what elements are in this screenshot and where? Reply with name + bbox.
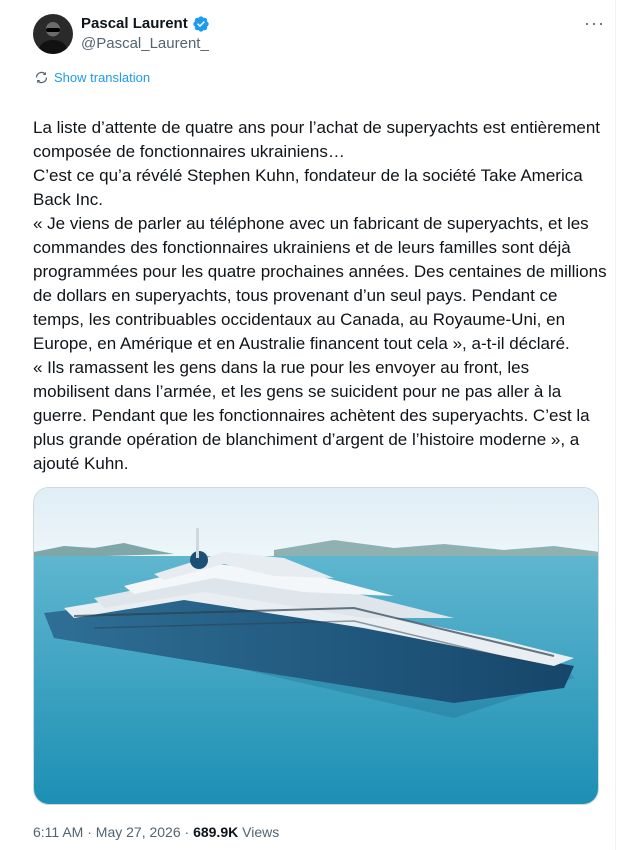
more-options-icon[interactable]: ··· — [584, 13, 605, 33]
tweet-paragraph-3: « Je viens de parler au téléphone avec un fabricant de superyachts, et les commandes des fonctionnaires ukrainiens et de leurs familles sont déjà programmées pour les quatre prochaines années. Des centaines de millions de dollars en superyachts, tous provenant d’un seul pays. Pendant ce temps, les contribuables occidentaux au Canada, au Royaume-Uni, en Europe, en Amérique et en Australie financent tout cela », a-t-il déclaré. — [33, 214, 607, 353]
tweet-paragraph-4: « Ils ramassent les gens dans la rue pour les envoyer au front, les mobilisent dans l’armée, et les gens se suicident pour ne pas aller à la guerre. Pendant que les fonctionnaires achètent des superyachts. C’est la plus grande opération de blanchiment d’argent de l’histoire moderne », a ajouté Kuhn. — [33, 358, 590, 473]
tweet-text: La liste d’attente de quatre ans pour l’achat de superyachts est entièrement composée de fonctionnaires ukrainiens… C’est ce qu’a révélé Stephen Kuhn, fondateur de la société Take America Back Inc. « Je viens de parler au téléphone avec un fabricant de superyachts, et les commandes des fonctionnaires ukrainiens et de leurs familles sont déjà programmées pour les quatre prochaines années. Des centaines de millions de dollars en superyachts, tous provenant d’un seul pays. Pendant ce temps, les contribuables occidentaux au Canada, au Royaume-Uni, en Europe, en Amérique et en Australie financent tout cela », a-t-il déclaré. « Ils ramassent les gens dans la rue pour les envoyer au front, les mobilisent dans l’armée, et les gens se suicident pour ne pas aller à la guerre. Pendant que les fonctionnaires achètent des superyachts. C’est la plus grande opération de blanchiment d’argent de l’histoire moderne », a ajouté Kuhn. — [33, 92, 607, 476]
name-row — [81, 14, 210, 34]
tweet-photo[interactable] — [33, 487, 599, 805]
avatar-glasses — [46, 28, 60, 32]
superyacht-image — [34, 488, 599, 805]
avatar-shoulders — [39, 40, 67, 54]
meta-separator: · — [87, 824, 92, 840]
tweet-date[interactable]: May 27, 2026 — [95, 824, 181, 840]
tweet-meta — [33, 822, 279, 842]
show-translation-link[interactable] — [34, 70, 150, 85]
show-translation-label[interactable]: Show translation — [54, 70, 151, 85]
views-count[interactable]: 689.9K — [193, 824, 239, 840]
tweet-paragraph-2: C’est ce qu’a révélé Stephen Kuhn, fondateur de la société Take America Back Inc. — [33, 166, 583, 209]
display-name[interactable]: Pascal Laurent — [81, 15, 188, 32]
tweet-time[interactable]: 6:11 AM — [33, 824, 84, 840]
verified-badge-icon[interactable] — [192, 15, 210, 33]
views-label: Views — [242, 824, 280, 840]
meta-separator-2: · — [184, 824, 190, 840]
tweet-paragraph-1 — [33, 92, 607, 116]
avatar[interactable] — [33, 14, 73, 54]
tweet-header — [33, 14, 603, 58]
ukraine-flag-icon — [33, 96, 53, 110]
translate-icon — [34, 70, 49, 85]
handle[interactable]: @Pascal_Laurent_ — [81, 35, 209, 52]
